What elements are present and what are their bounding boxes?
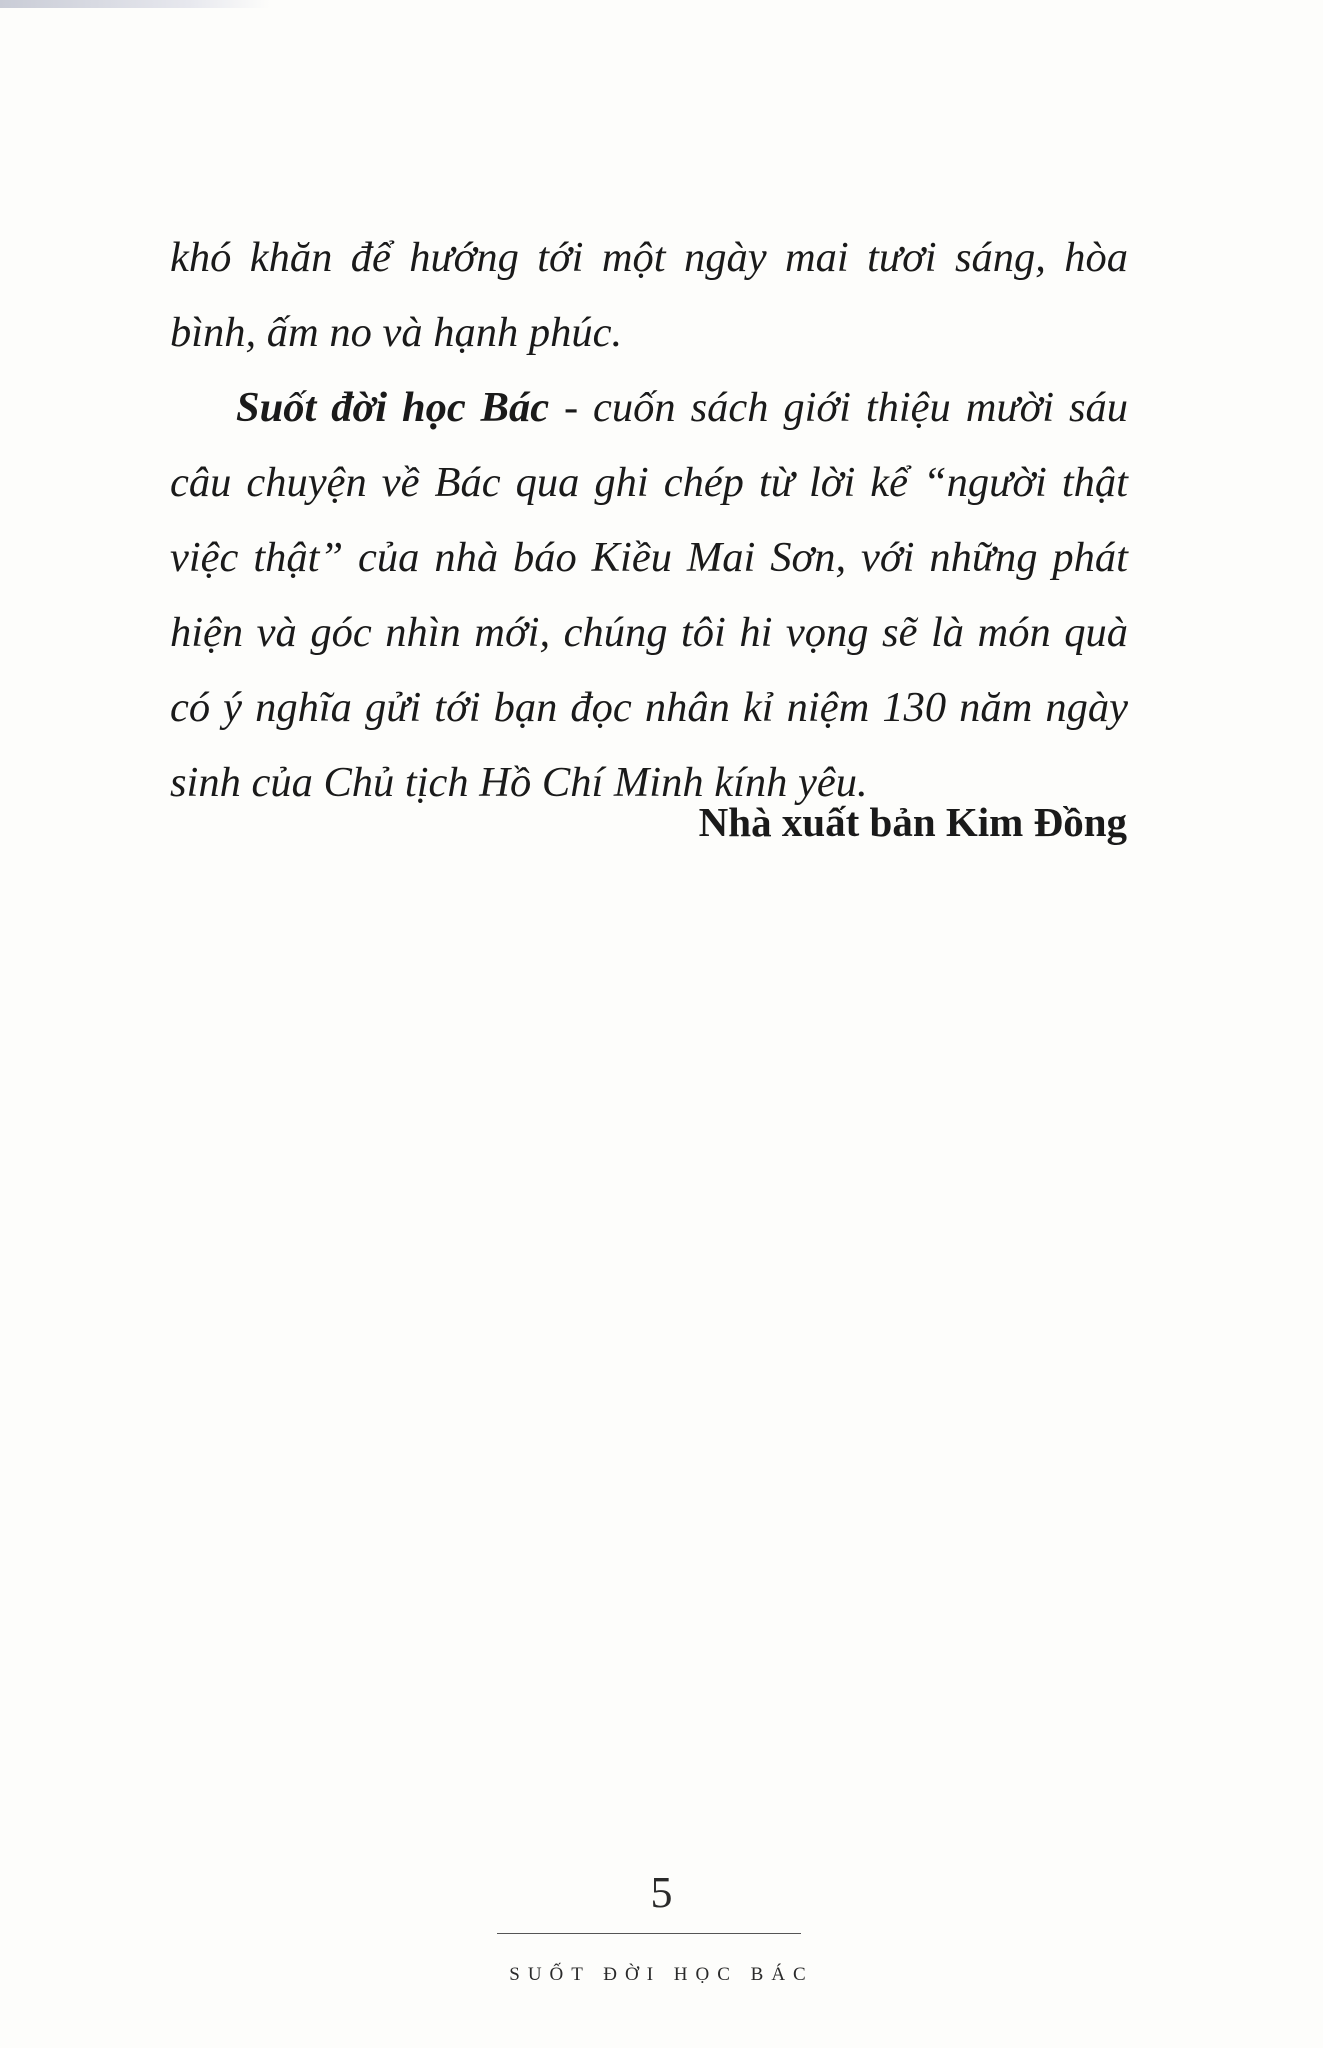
page-number: 5 (650, 1868, 673, 1917)
body-line-2: bình, ấm no và hạnh phúc. (170, 309, 623, 356)
paragraph2-line-6: sinh của Chủ tịch Hồ Chí Minh kính yêu. (170, 759, 868, 806)
paragraph2-first-line (170, 370, 1128, 445)
body-text (170, 220, 1128, 820)
paragraph2-first-line-rest: - cuốn sách giới thiệu mười sáu (549, 384, 1128, 431)
paragraph2-line-4: hiện và góc nhìn mới, chúng tôi hi vọng sẽ là món quà (170, 609, 1128, 656)
running-footer-title: SUỐT ĐỜI HỌC BÁC (509, 1964, 814, 1985)
book-title-inline: Suốt đời học Bác (236, 384, 550, 431)
paragraph2-line-2: câu chuyện về Bác qua ghi chép từ lời kể “người thật (170, 459, 1128, 506)
footer-divider (497, 1933, 801, 1934)
body-line-1: khó khăn để hướng tới một ngày mai tươi sáng, hòa (170, 234, 1128, 281)
publisher-signature: Nhà xuất bản Kim Đồng (698, 799, 1127, 845)
paragraph2-line-5: có ý nghĩa gửi tới bạn đọc nhân kỉ niệm 130 năm ngày (170, 684, 1128, 731)
paragraph2-line-3: việc thật” của nhà báo Kiều Mai Sơn, với những phát (170, 534, 1128, 581)
